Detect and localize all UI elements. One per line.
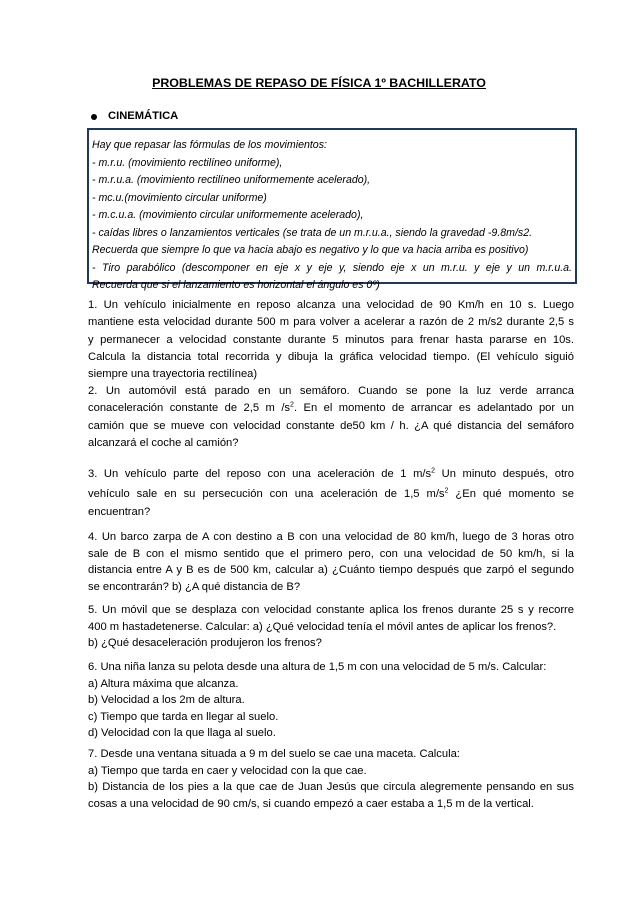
bullet-icon: [91, 114, 97, 120]
problem-line: 7. Desde una ventana situada a 9 m del suelo se cae una maceta. Calcula:: [88, 748, 460, 760]
problem-5: [88, 602, 574, 652]
problem-line: camión que se mueve con velocidad constante de50 km / h. ¿A qué distancia del semáforo: [88, 419, 574, 432]
problem-1: [88, 297, 574, 383]
problem-text: . En el momento de arrancar es adelantado por un: [293, 402, 575, 415]
problem-line: 2. Un automóvil está parado en un semáforo. Cuando se pone la luz verde arranca: [88, 385, 574, 397]
problem-line: 4. Un barco zarpa de A con destino a B con una velocidad de 80 km/h, luego de 3 horas otro: [88, 531, 574, 543]
problem-line: 1. Un vehículo inicialmente en reposo alcanza una velocidad de 90 Km/h en 10 s. Luego: [88, 299, 574, 311]
problem-line: distancia entre A y B es de 500 km, calcular a) ¿Cuánto tiempo después que zarpó el segundo: [88, 564, 574, 576]
problem-4: [88, 529, 574, 595]
problem-line: a) Tiempo que tarda en caer y velocidad con la que cae.: [88, 764, 367, 777]
problem-3: [88, 466, 574, 521]
superscript: 2: [431, 467, 436, 475]
problem-line: siempre una trayectoria rectilínea): [88, 368, 258, 381]
problem-line: b) Velocidad a los 2m de altura.: [88, 694, 245, 706]
problem-line: encuentran?: [88, 505, 151, 518]
problem-line: sale de B con el mismo sentido que el primero pero, con una velocidad de 50 km/h, si la: [88, 547, 574, 560]
problem-line: 6. Una niña lanza su pelota desde una altura de 1,5 m con una velocidad de 5 m/s. Calcular:: [88, 661, 547, 673]
box-line: - Tiro parabólico (descomponer en eje x y eje y, siendo eje x un m.r.u. y eje y un m.r.u.a.: [92, 261, 572, 274]
formula-reminder-box: [87, 128, 577, 291]
box-line: - mc.u.(movimiento circular uniforme): [92, 191, 267, 204]
problem-line: [88, 466, 574, 483]
box-line: - caídas libres o lanzamientos verticales (se trata de un m.r.u.a., siendo la gravedad -9.8m/s2.: [92, 226, 533, 239]
section-label: CINEMÁTICA: [108, 110, 179, 122]
problem-line: b) Distancia de los pies a la que cae de Juan Jesús que circula alegremente pensando en sus: [88, 781, 574, 793]
problem-line: 400 m hastadetenerse. Calcular: a) ¿Qué velocidad tenía el móvil antes de aplicar los frenos?.: [88, 620, 557, 633]
problem-text: vehículo sale en su persecución con una aceleración de 1,5 m/s: [88, 488, 445, 501]
problem-line: cosas a una velocidad de 90 cm/s, si cuando empezó a caer estaba a 1,5 m de la vertical.: [88, 797, 534, 810]
box-intro: Hay que repasar las fórmulas de los movimientos:: [92, 139, 327, 151]
box-line: Recuerda que si el lanzamiento es horizontal el ángulo es 0º): [92, 279, 380, 291]
problem-line: alcanzará el coche al camión?: [88, 436, 239, 449]
problem-7: [88, 746, 574, 812]
problem-line: [88, 486, 574, 503]
problem-text: conaceleración constante de 2,5 m /s: [88, 402, 291, 415]
problem-line: 5. Un móvil que se desplaza con velocidad constante aplica los frenos durante 25 s y recorre: [88, 604, 574, 616]
section-heading: [108, 110, 178, 122]
problem-line: a) Altura máxima que alcanza.: [88, 677, 239, 690]
problem-line: Calcula la distancia total recorrida y dibuja la gráfica velocidad tiempo. (El vehículo siguió: [88, 350, 574, 363]
problem-line: b) ¿Qué desaceleración produjeron los frenos?: [88, 637, 322, 649]
box-line: Recuerda que siempre lo que va hacia abajo es negativo y lo que va hacia arriba es positivo): [92, 244, 529, 256]
problem-2: [88, 383, 574, 452]
superscript: 2: [290, 401, 294, 409]
problem-text: ¿En qué momento se: [448, 488, 574, 501]
problem-line: d) Velocidad con la que llaga al suelo.: [88, 727, 276, 739]
problem-line: c) Tiempo que tarda en llegar al suelo.: [88, 710, 279, 723]
problem-line: se encontrarán? b) ¿A qué distancia de B?: [88, 580, 301, 593]
problem-line: mantiene esta velocidad durante 500 m para volver a acelerar a razón de 2 m/s2 durante 2,5 s: [88, 316, 574, 329]
box-line: - m.r.u. (movimiento rectilíneo uniforme),: [92, 156, 283, 169]
problem-6: [88, 659, 574, 742]
problem-line: y permanecer a velocidad constante durante 5 minutos para frenar hasta pararse en 10s.: [88, 333, 574, 346]
problem-text: 3. Un vehículo parte del reposo con una aceleración de 1 m/s: [88, 468, 432, 480]
box-line: - m.c.u.a. (movimiento circular uniformemente acelerado),: [92, 209, 364, 221]
problem-line: [88, 400, 574, 417]
box-line: - m.r.u.a. (movimiento rectilíneo uniformemente acelerado),: [92, 174, 371, 186]
problem-text: Un minuto después, otro: [435, 468, 575, 480]
page-title: PROBLEMAS DE REPASO DE FÍSICA 1º BACHILLERATO: [152, 76, 486, 90]
superscript: 2: [444, 487, 449, 495]
